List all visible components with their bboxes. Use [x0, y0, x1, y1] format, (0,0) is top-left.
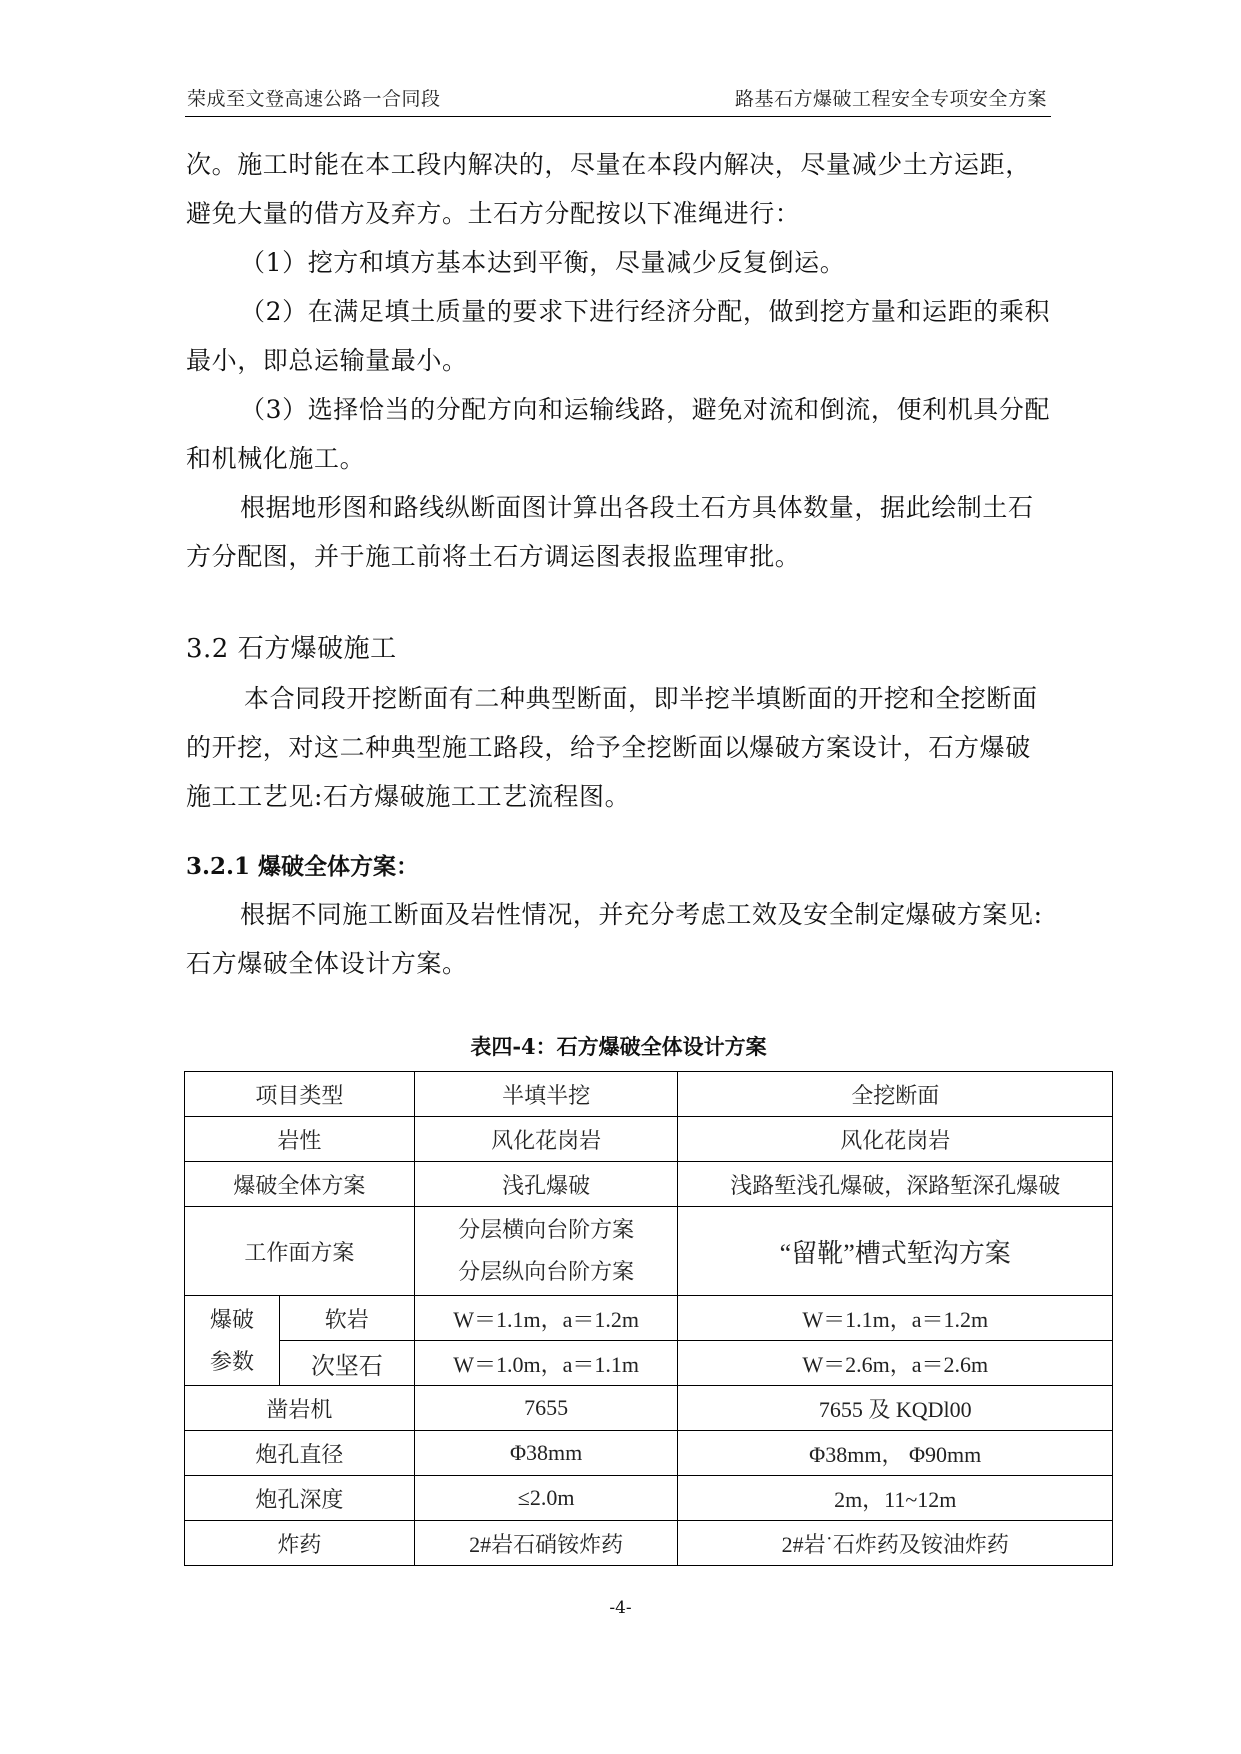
table-cell: 爆破全体方案: [185, 1162, 415, 1207]
table-cell: 工作面方案: [185, 1207, 415, 1296]
paragraph-rule-1: （1）挖方和填方基本达到平衡，尽量减少反复倒运。: [240, 248, 846, 277]
table-cell: W＝1.0m，a＝1.1m: [414, 1341, 678, 1386]
table-row: [185, 1296, 1113, 1341]
table-cell: 岩性: [185, 1117, 415, 1162]
table-cell: 浅路堑浅孔爆破，深路堑深孔爆破: [678, 1162, 1113, 1207]
header-project-name: 荣成至文登高速公路一合同段: [187, 88, 441, 110]
table-cell: “留靴”槽式堑沟方案: [678, 1207, 1113, 1296]
table-cell: 浅孔爆破: [414, 1162, 678, 1207]
table-row: [185, 1431, 1113, 1476]
table-cell: Φ38mm: [414, 1431, 678, 1476]
table-row: [185, 1117, 1113, 1162]
table-cell: 软岩: [279, 1296, 414, 1341]
table-cell: Φ38mm， Φ90mm: [678, 1431, 1113, 1476]
table-caption: 表四-4：石方爆破全体设计方案: [470, 1034, 767, 1059]
table-cell: 风化花岗岩: [414, 1117, 678, 1162]
table-cell: 次坚石: [279, 1341, 414, 1386]
paragraph-rule-2: （2）在满足填土质量的要求下进行经济分配，做到挖方量和运距的乘积最小，即总运输量最小。: [186, 297, 1051, 375]
table-cell: 风化花岗岩: [678, 1117, 1113, 1162]
table-row: [185, 1341, 1113, 1386]
section-heading-3-2: 3.2 石方爆破施工: [186, 634, 397, 664]
header-document-title: 路基石方爆破工程安全专项安全方案: [734, 88, 1047, 110]
paragraph-blast-plan: 根据不同施工断面及岩性情况，并充分考虑工效及安全制定爆破方案见:石方爆破全体设计方案。: [186, 900, 1043, 978]
paragraph-volume-calc: 根据地形图和路线纵断面图计算出各段土石方具体数量，据此绘制土石方分配图，并于施工前将土石方调运图表报监理审批。: [186, 493, 1034, 571]
table-cell: 2m，11~12m: [678, 1476, 1113, 1521]
table-cell: W＝1.1m，a＝1.2m: [678, 1296, 1113, 1341]
table-cell: 2#岩˙石炸药及铵油炸药: [678, 1521, 1113, 1566]
paragraph-distribution-intro: 次。施工时能在本工段内解决的，尽量在本段内解决，尽量减少土方运距，避免大量的借方及弃方。土石方分配按以下准绳进行：: [186, 150, 1031, 228]
table-header-cell: 半填半挖: [414, 1072, 678, 1117]
paragraph-typical-sections: 本合同段开挖断面有二种典型断面，即半挖半填断面的开挖和全挖断面的开挖，对这二种典型施工路段，给予全挖断面以爆破方案设计，石方爆破施工工艺见:石方爆破施工工艺流程图。: [186, 684, 1038, 811]
table-row: [185, 1162, 1113, 1207]
section-heading-3-2-1: 3.2.1 爆破全体方案：: [186, 853, 420, 880]
table-header-cell: 全挖断面: [678, 1072, 1113, 1117]
paragraph-rule-3: （3）选择恰当的分配方向和运输线路，避免对流和倒流，便利机具分配和机械化施工。: [186, 395, 1051, 473]
blasting-design-table: [184, 1071, 1113, 1566]
work-face-half-line-2: 分层纵向台阶方案: [458, 1259, 635, 1284]
table-row: [185, 1521, 1113, 1566]
table-cell: 炸药: [185, 1521, 415, 1566]
table-cell: [185, 1296, 280, 1386]
params-label-line-2: 参数: [209, 1348, 254, 1374]
work-face-half-line-1: 分层横向台阶方案: [458, 1217, 635, 1242]
table-cell: 炮孔深度: [185, 1476, 415, 1521]
table-cell: 炮孔直径: [185, 1431, 415, 1476]
table-cell: W＝2.6m，a＝2.6m: [678, 1341, 1113, 1386]
table-cell: W＝1.1m，a＝1.2m: [414, 1296, 678, 1341]
table-row: [185, 1476, 1113, 1521]
table-row: [185, 1072, 1113, 1117]
table-cell: 7655: [414, 1386, 678, 1431]
table-cell: 2#岩石硝铵炸药: [414, 1521, 678, 1566]
page-number: -4-: [609, 1598, 632, 1618]
table-cell: 7655 及 KQDl00: [678, 1386, 1113, 1431]
table-row: [185, 1386, 1113, 1431]
table-row: [185, 1207, 1113, 1296]
page-header: [185, 86, 1051, 117]
table-header-cell: 项目类型: [185, 1072, 415, 1117]
table-cell: 凿岩机: [185, 1386, 415, 1431]
params-label-line-1: 爆破: [209, 1306, 254, 1332]
table-cell: [414, 1207, 678, 1296]
table-cell: ≤2.0m: [414, 1476, 678, 1521]
